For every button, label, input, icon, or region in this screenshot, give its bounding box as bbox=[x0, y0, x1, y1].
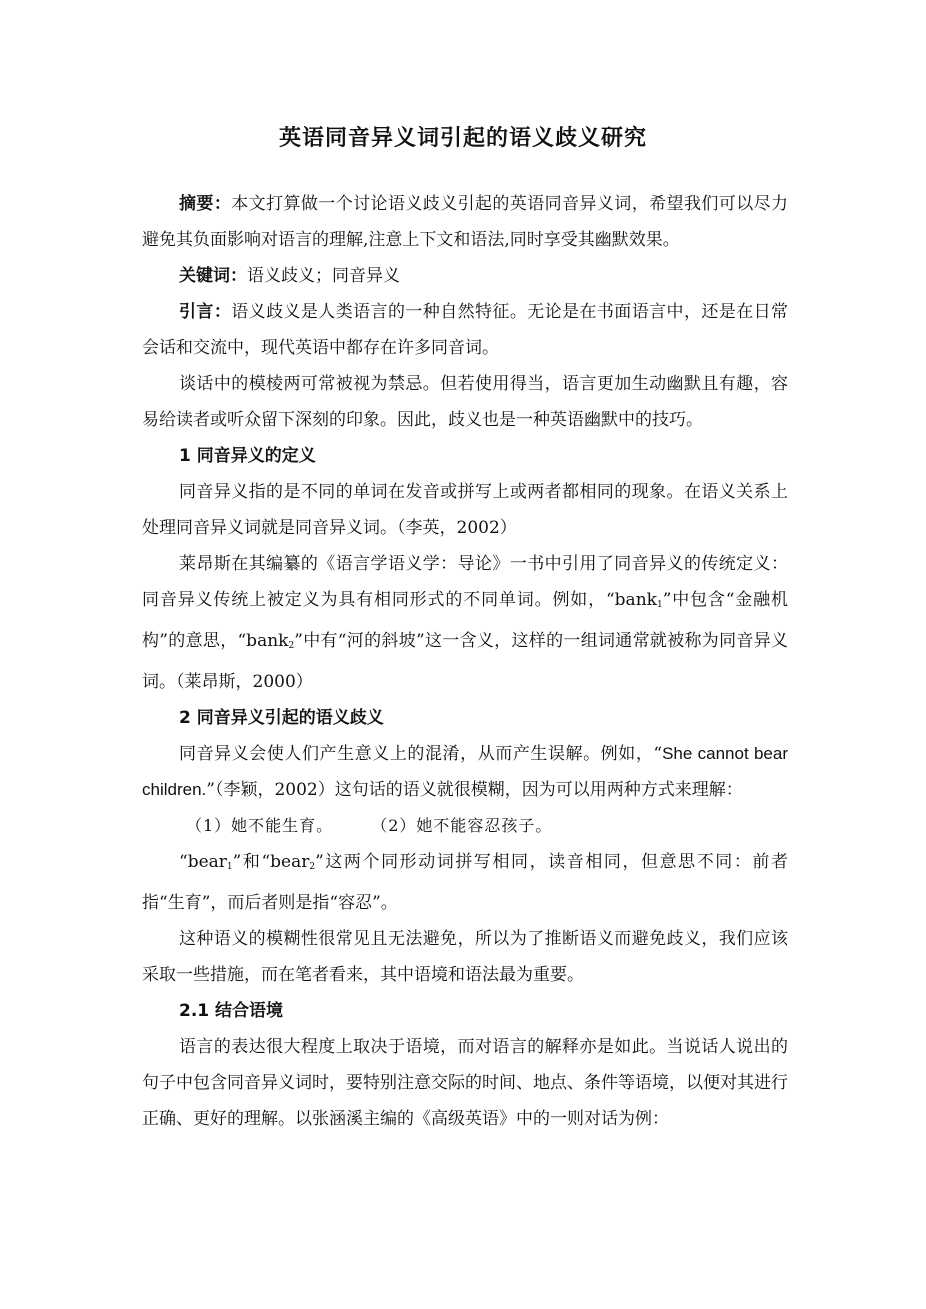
s2p2-subscript-1: 1 bbox=[226, 862, 233, 872]
keywords-label: 关键词： bbox=[179, 266, 247, 286]
s2p2-part-c: ”这两个同形动词拼写相同，读音相同，但意思不同：前者指“生育”，而后者则是指“容忍”。 bbox=[142, 852, 788, 913]
s1p2-subscript-1: 1 bbox=[656, 600, 663, 610]
section-2-paragraph-1 bbox=[142, 736, 788, 808]
intro-paragraph-2: 谈话中的模棱两可常被视为禁忌。但若使用得当，语言更加生动幽默且有趣，容易给读者或听众留下深刻的印象。因此，歧义也是一种英语幽默中的技巧。 bbox=[142, 374, 788, 430]
intro-paragraph bbox=[142, 294, 788, 366]
example-line bbox=[186, 808, 788, 844]
section-2-1-paragraph-1: 语言的表达很大程度上取决于语境，而对语言的解释亦是如此。当说话人说出的句子中包含同音异义词时，要特别注意交际的时间、地点、条件等语境，以便对其进行正确、更好的理解。以张涵溪主编的《高级英语》中的一则对话为例： bbox=[142, 1037, 788, 1129]
s2p2-part-a: “bear bbox=[179, 852, 227, 872]
section-2-paragraph-2 bbox=[142, 844, 788, 921]
s1p2-subscript-2: 2 bbox=[288, 641, 295, 651]
document-body bbox=[142, 186, 788, 1137]
intro-label: 引言： bbox=[179, 302, 232, 322]
section-1-paragraph-2 bbox=[142, 546, 788, 700]
s1p2-part-a: 莱昂斯在其编纂的《语言学语义学：导论》一书中引用了同音异义的传统定义：同音异义传统上被定义为具有相同形式的不同单词。例如，“bank bbox=[142, 554, 788, 610]
s1p2-part-c: ”中有“河的斜坡”这一含义，这样的一组词通常就被称为同音异义词。（莱昂斯，2000） bbox=[142, 631, 789, 692]
page-title: 英语同音异义词引起的语义歧义研究 bbox=[278, 126, 647, 151]
section-2-1-heading: 2.1 结合语境 bbox=[179, 1001, 284, 1021]
keywords-text: 语义歧义；同音异义 bbox=[247, 266, 400, 286]
s1p2-part-b: ”中包含“金融机构”的意思，“bank bbox=[142, 590, 788, 651]
example-1: （1）她不能生育。 bbox=[186, 816, 334, 835]
section-2-heading: 2 同音异义引起的语义歧义 bbox=[179, 708, 384, 728]
s2p2-subscript-2: 2 bbox=[309, 862, 316, 872]
s2p1-part-a: 同音异义会使人们产生意义上的混淆，从而产生误解。例如，“ bbox=[179, 744, 663, 764]
abstract-paragraph bbox=[142, 186, 788, 258]
keywords-paragraph bbox=[142, 258, 788, 294]
abstract-label: 摘要： bbox=[179, 194, 232, 214]
section-1-heading: 1 同音异义的定义 bbox=[179, 446, 316, 466]
intro-text: 语义歧义是人类语言的一种自然特征。无论是在书面语言中，还是在日常会话和交流中，现代英语中都存在许多同音词。 bbox=[142, 302, 789, 358]
abstract-text: 本文打算做一个讨论语义歧义引起的英语同音异义词，希望我们可以尽力避免其负面影响对语言的理解,注意上下文和语法,同时享受其幽默效果。 bbox=[142, 194, 789, 250]
example-2: （2）她不能容忍孩子。 bbox=[371, 816, 553, 835]
s2p1-english-example: She cannot bear children. bbox=[142, 744, 788, 799]
section-2-paragraph-3: 这种语义的模糊性很常见且无法避免，所以为了推断语义而避免歧义，我们应该采取一些措施，而在笔者看来，其中语境和语法最为重要。 bbox=[142, 929, 788, 985]
s2p2-part-b: ”和“bear bbox=[232, 852, 310, 872]
s2p1-part-b: ”（李颖，2002）这句话的语义就很模糊，因为可以用两种方式来理解： bbox=[206, 780, 743, 800]
section-1-paragraph-1: 同音异义指的是不同的单词在发音或拼写上或两者都相同的现象。在语义关系上处理同音异义词就是同音异义词。（李英，2002） bbox=[142, 482, 788, 538]
